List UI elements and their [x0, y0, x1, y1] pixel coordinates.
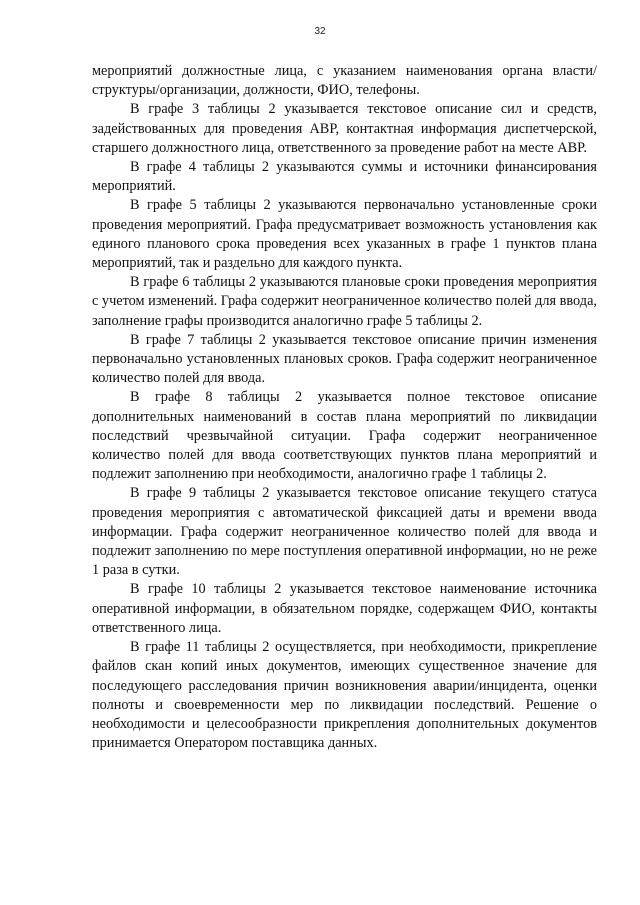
paragraph-column-9: В графе 9 таблицы 2 указывается текстовое описание текущего статуса проведения мероприятия с автоматической фиксацией даты и времени ввода информации. Графа содержит неограниченное количество полей для ввода и подлежит заполнению по мере поступления оперативной информации, но не реже 1 раза в сутки.: [92, 485, 597, 579]
paragraph-column-11: В графе 11 таблицы 2 осуществляется, при необходимости, прикрепление файлов скан копий иных документов, имеющих существенное значение для последующего расследования причин возникновения аварии/инцидента, оценки полноты и своевременности мер по ликвидации последствий. Решение о необходимости и целесообразности прикрепления дополнительных документов принимается Оператором поставщика данных.: [92, 639, 597, 752]
paragraph-column-6: В графе 6 таблицы 2 указываются плановые сроки проведения мероприятия с учетом изменений. Графа содержит неограниченное количество полей для ввода, заполнение графы производится аналогично графе 5 таблицы 2.: [92, 274, 597, 329]
paragraph-column-3: В графе 3 таблицы 2 указывается текстовое описание сил и средств, задействованных для проведения АВР, контактная информация диспетчерской, старшего должностного лица, ответственного за проведение работ на месте АВР.: [92, 101, 597, 156]
document-body: [92, 62, 597, 753]
paragraph-column-7: В графе 7 таблицы 2 указывается текстовое описание причин изменения первоначально установленных плановых сроков. Графа содержит неограниченное количество полей для ввода.: [92, 331, 597, 387]
page-number: 32: [314, 26, 326, 37]
paragraph-column-8: В графе 8 таблицы 2 указывается полное текстовое описание дополнительных наименований в состав плана мероприятий по ликвидации последствий чрезвычайной ситуации. Графа содержит неограниченное количество полей для ввода соответствующих пунктов плана мероприятий и подлежит заполнению при необходимости, аналогично графе 1 таблицы 2.: [92, 389, 597, 483]
paragraph-column-5: В графе 5 таблицы 2 указываются первоначально установленные сроки проведения мероприятий. Графа предусматривает возможность установления как единого планового срока проведения всех указанных в графе 1 пунктов плана мероприятий, так и раздельно для каждого пункта.: [92, 197, 597, 272]
paragraph-column-10: В графе 10 таблицы 2 указывается текстовое наименование источника оперативной информации, в обязательном порядке, содержащем ФИО, контакты ответственного лица.: [92, 581, 597, 636]
paragraph-continuation: мероприятий должностные лица, с указанием наименования органа власти/структуры/организации, должности, ФИО, телефоны.: [92, 63, 597, 99]
paragraph-column-4: В графе 4 таблицы 2 указываются суммы и источники финансирования мероприятий.: [92, 159, 597, 195]
